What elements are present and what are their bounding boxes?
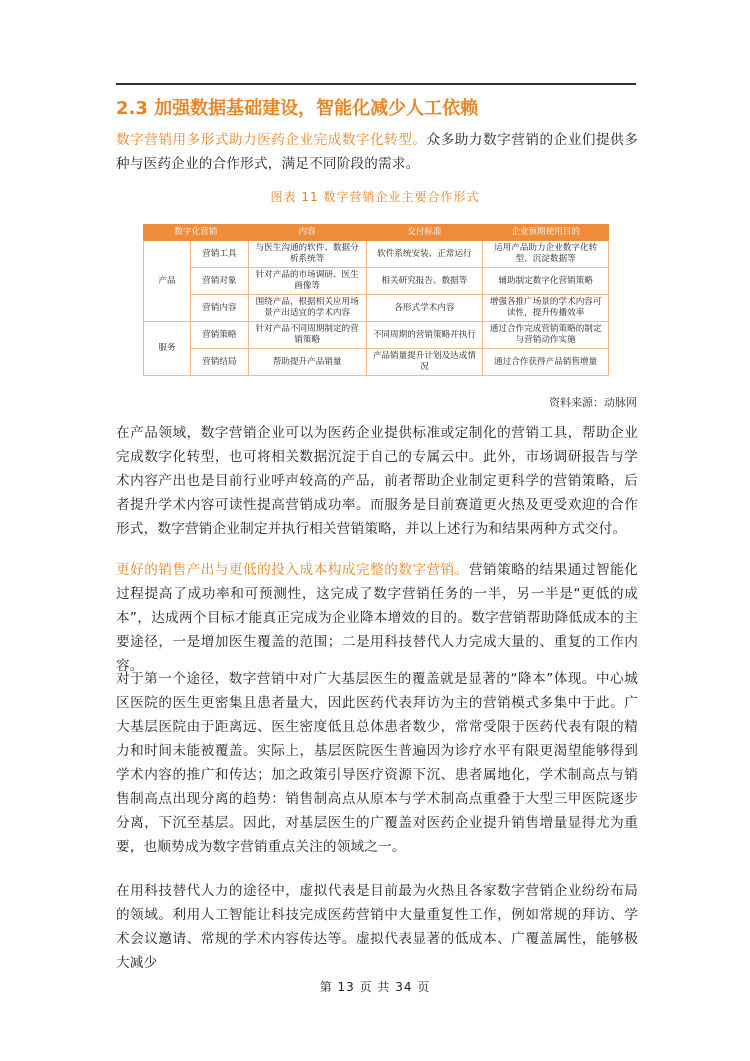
table-row	[144, 241, 609, 268]
figure-caption: 图表 11 数字营销企业主要合作形式	[270, 190, 480, 204]
paragraph-cost-highlight: 更好的销售产出与更低的投入成本构成完整的数字营销。	[116, 562, 469, 578]
table-cell: 营销工具	[190, 241, 248, 268]
table-cell: 围绕产品，根据相关应用场景产出适宜的学术内容	[248, 295, 366, 322]
table-header: 企业预期使用目的	[483, 225, 609, 241]
table-cell: 帮助提升产品销量	[248, 349, 366, 376]
paragraph-cost-text: 营销策略的结果通过智能化过程提高了成功率和可预测性，这完成了数字营销任务的一半，另一半是“更低的成本”，达成两个目标才能真正完成为企业降本增效的目的。数字营销帮助降低成本的主要途径，一是增加医生覆盖的范围；二是用科技替代人力完成大量的、重复的工作内容。	[116, 562, 638, 674]
table-header: 交付标准	[366, 225, 483, 241]
paragraph-intro-highlight: 数字营销用多形式助力医药企业完成数字化转型。	[116, 132, 427, 148]
page-number: 第 13 页 共 34 页	[319, 980, 431, 994]
table-cell: 营销对象	[190, 268, 248, 295]
table-cell: 相关研究报告、数据等	[366, 268, 483, 295]
paragraph-product-domain: 在产品领域，数字营销企业可以为医药企业提供标准或定制化的营销工具，帮助企业完成数字化转型，也可将相关数据沉淀于自己的专属云中。此外，市场调研报告与学术内容产出也是目前行业呼声较高的产品，前者帮助企业制定更科学的营销策略，后者提升学术内容可读性提高营销成功率。而服务是目前赛道更火热及更受欢迎的合作形式，数字营销企业制定并执行相关营销策略，并以上述行为和结果两种方式交付。	[116, 425, 638, 537]
table-cell: 增强各推广场景的学术内容可读性，提升传播效率	[483, 295, 609, 322]
header-rule	[116, 83, 636, 85]
table-cell: 与医生沟通的软件、数据分析系统等	[248, 241, 366, 268]
table-header: 内容	[248, 225, 366, 241]
table-cell: 营销结局	[190, 349, 248, 376]
cooperation-table	[143, 224, 609, 376]
table-cell: 不同周期的营销策略并执行	[366, 322, 483, 349]
table-cell: 针对产品的市场调研、医生画像等	[248, 268, 366, 295]
table-group-service: 服务	[144, 322, 191, 376]
paragraph-cost	[116, 558, 638, 678]
paragraph-intro-text: 众多助力数字营销的企业们提供多种与医药企业的合作形式，满足不同阶段的需求。	[116, 132, 639, 172]
table-cell: 辅助制定数字化营销策略	[483, 268, 609, 295]
table-row	[144, 295, 609, 322]
section-title: 2.3 加强数据基础建设，智能化减少人工依赖	[116, 98, 479, 119]
table-cell: 软件系统安装、正常运行	[366, 241, 483, 268]
table-header: 数字化营销	[144, 225, 249, 241]
table-header-row	[144, 225, 609, 241]
table-row	[144, 349, 609, 376]
table-row	[144, 268, 609, 295]
table-cell: 各形式学术内容	[366, 295, 483, 322]
table-cell: 营销策略	[190, 322, 248, 349]
table-cell: 针对产品不同周期制定的营销策略	[248, 322, 366, 349]
source-note: 资料来源：动脉网	[549, 396, 637, 409]
table-group-product: 产品	[144, 241, 191, 322]
table-cell: 通过合作完成营销策略的制定与营销动作实施	[483, 322, 609, 349]
table-cell: 产品销量提升计划及达成情况	[366, 349, 483, 376]
table-cell: 通过合作获得产品销售增量	[483, 349, 609, 376]
paragraph-virtual-rep: 在用科技替代人力的途径中，虚拟代表是目前最为火热且各家数字营销企业纷纷布局的领域。利用人工智能让科技完成医药营销中大量重复性工作，例如常规的拜访、学术会议邀请、常规的学术内容传达等。虚拟代表显著的低成本、广覆盖属性，能够极大减少	[116, 883, 638, 971]
paragraph-primary-care: 对于第一个途径，数字营销中对广大基层医生的覆盖就是显著的“降本”体现。中心城区医院的医生更密集且患者量大，因此医药代表拜访为主的营销模式多集中于此。广大基层医院由于距离远、医生密度低且总体患者数少，常常受限于医药代表有限的精力和时间未能被覆盖。实际上，基层医院医生普遍因为诊疗水平有限更渴望能够得到学术内容的推广和传达；加之政策引导医疗资源下沉、患者属地化，学术制高点与销售制高点出现分离的趋势：销售制高点从原本与学术制高点重叠于大型三甲医院逐步分离，下沉至基层。因此，对基层医生的广覆盖对医药企业提升销售增量显得尤为重要，也顺势成为数字营销重点关注的领域之一。	[116, 671, 638, 855]
table-cell: 运用产品助力企业数字化转型、沉淀数据等	[483, 241, 609, 268]
table-row	[144, 322, 609, 349]
table-cell: 营销内容	[190, 295, 248, 322]
paragraph-intro	[116, 128, 638, 176]
